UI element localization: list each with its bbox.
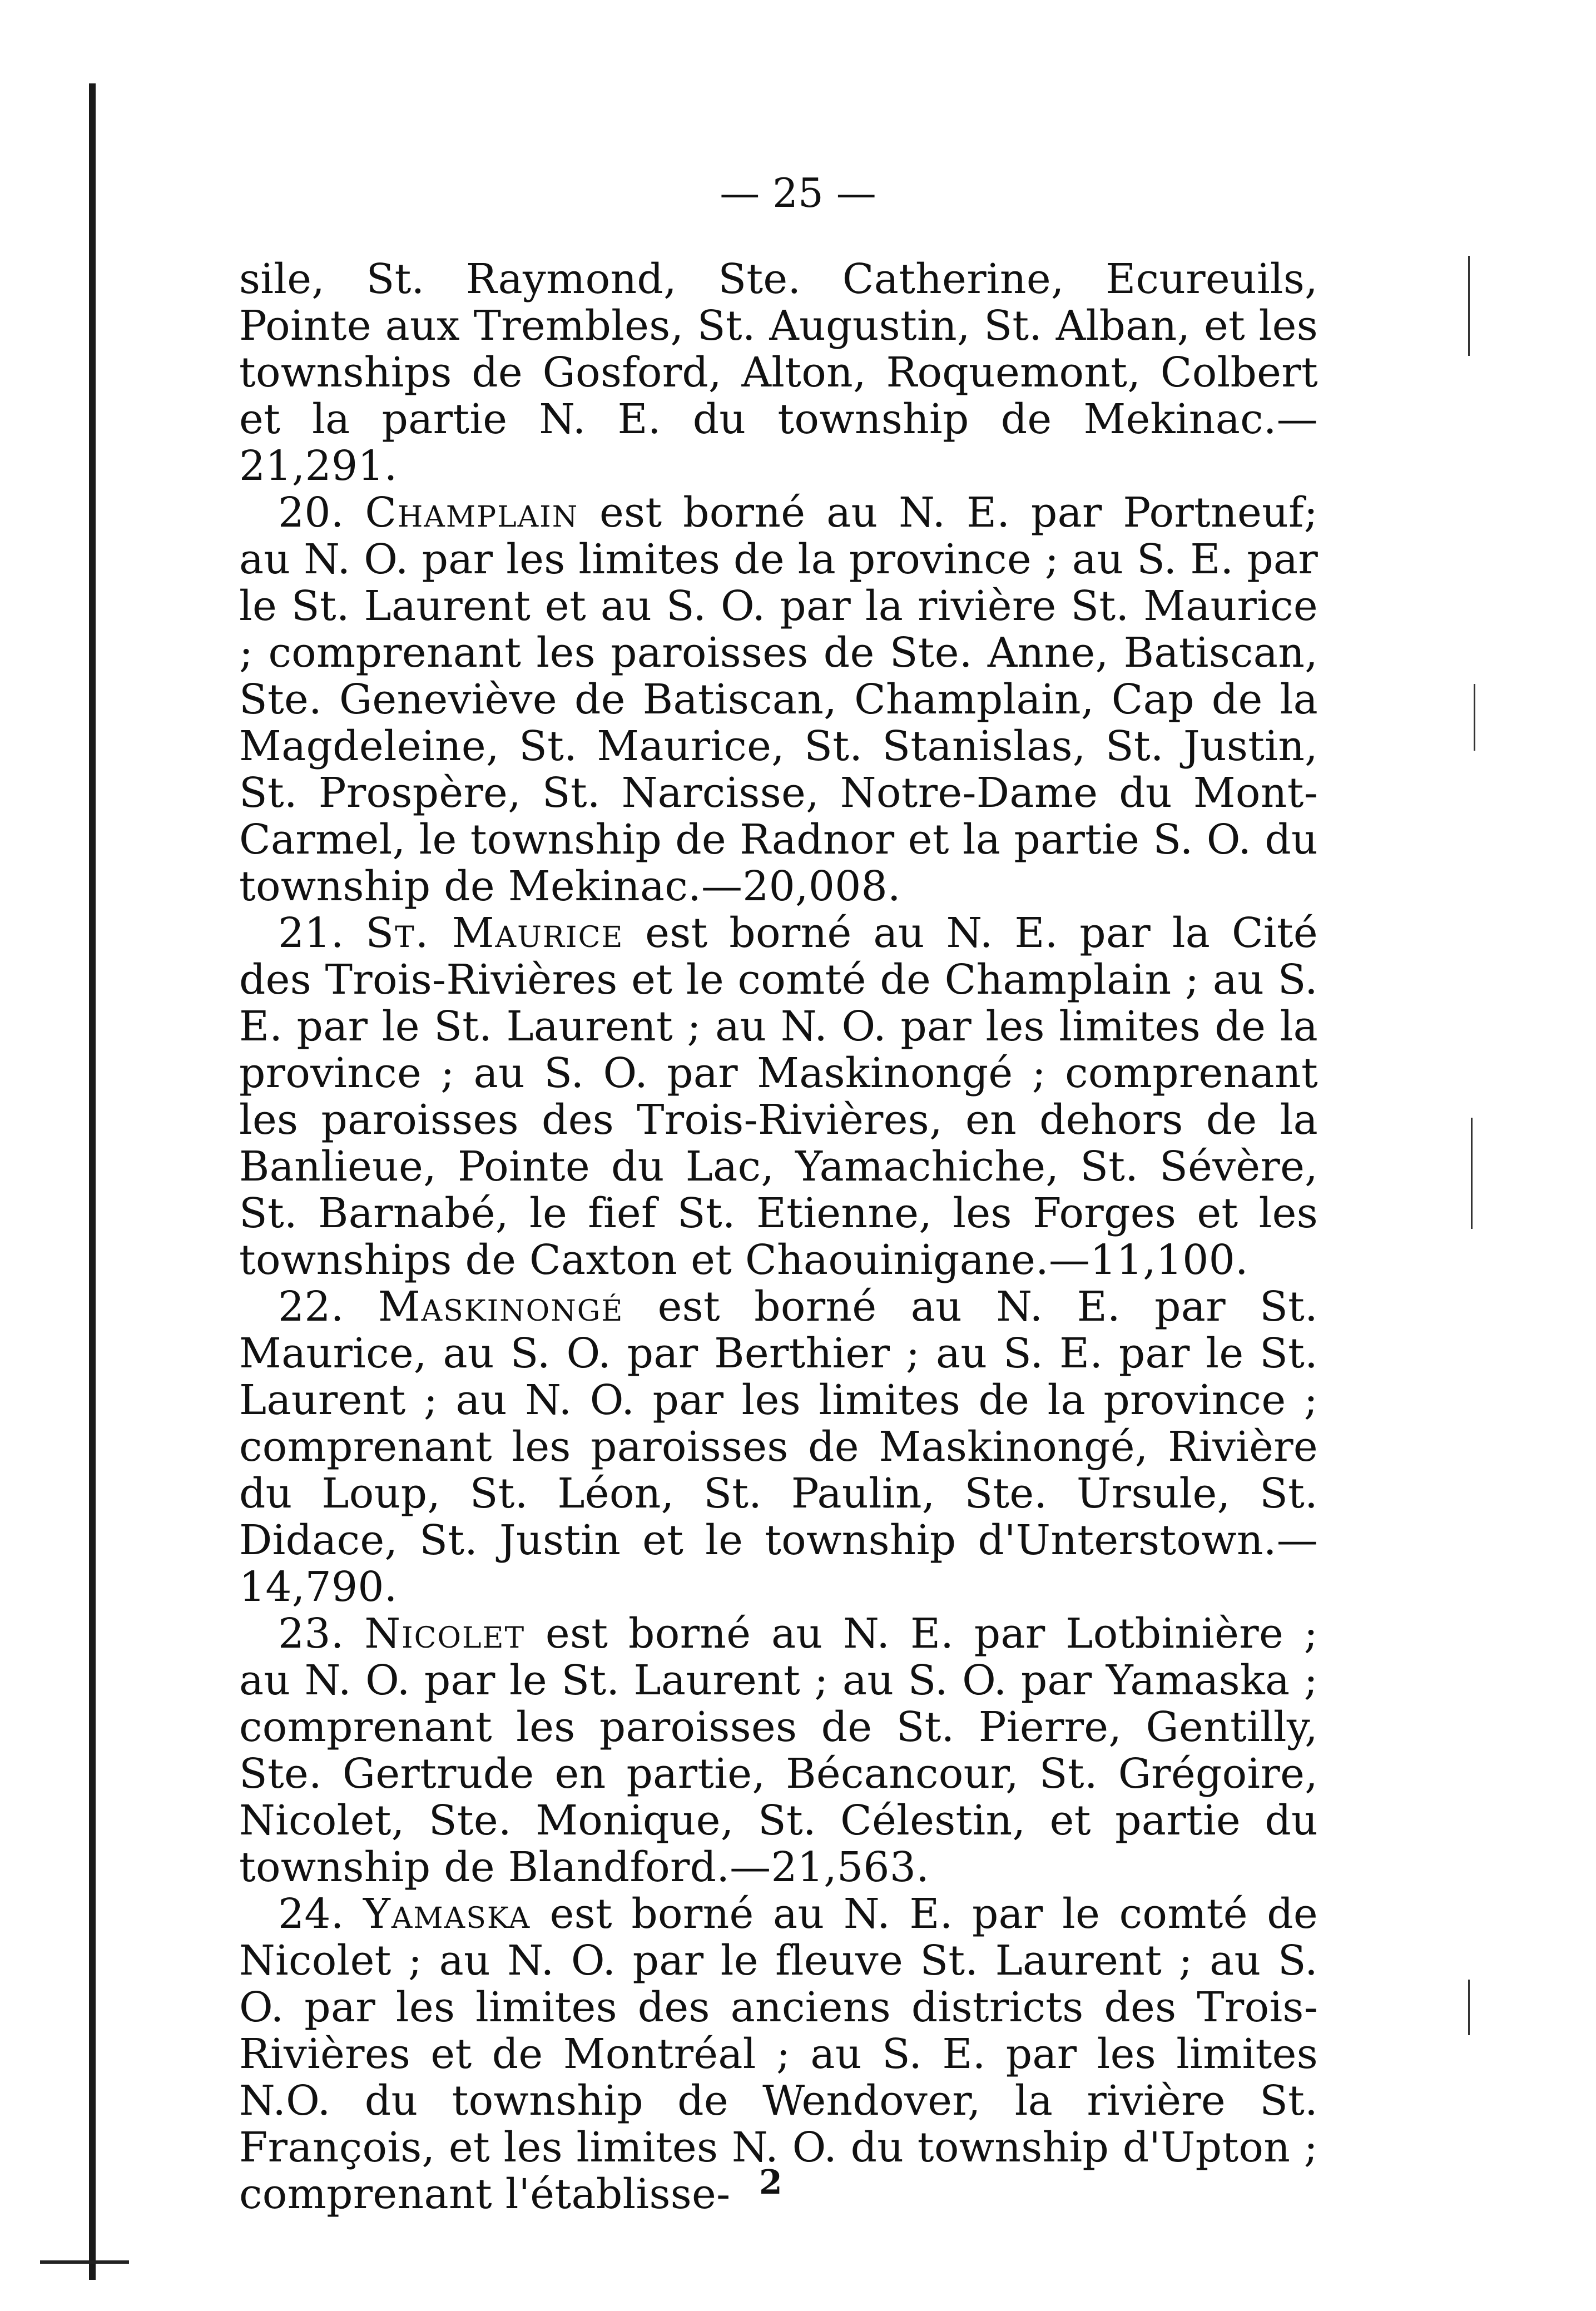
entry-text: est borné au N. E. par la Cité des Trois-Rivières et le comté de Champlain ; au S. E. par le St. Laurent ; au N. O. par les limites de la province ; au S. O. par Maskinongé ; comprenant les paroisses des Trois-Rivières, en dehors de la Banlieue, Pointe du Lac, Yamachiche, St. Sévère, St. Barnabé, le fief St. Etienne, les Forges et les townships de Caxton et Chaouinigane.—11,100. — [239, 909, 1319, 1284]
entry-text: sile, St. Raymond, Ste. Catherine, Ecureuils, Pointe aux Trembles, St. Augustin, St. Alban, et les townships de Gosford, Alton, Roquemont, Colbert et la partie N. E. du township de Mekinac.—21,291. — [239, 255, 1318, 490]
entry-number: 23. — [278, 1610, 344, 1658]
entry-text: est borné au N. E. par Lotbinière ; au N. O. par le St. Laurent ; au S. O. par Yamaska ; comprenant les paroisses de St. Pierre, Gentilly, Ste. Gertrude en partie, Bécancour, St. Grégoire, Nicolet, Ste. Monique, St. Célestin, et partie du township de Blandford.—21,563. — [239, 1610, 1318, 1891]
entry-text: est borné au N. E. par St. Maurice, au S. O. par Berthier ; au S. E. par le St. Laurent ; au N. O. par les limites de la province ; comprenant les paroisses de Maskinongé, Rivière du Loup, St. Léon, St. Paulin, Ste. Ursule, St. Didace, St. Justin et le township d'Unterstown.—14,790. — [239, 1283, 1318, 1611]
entry-text: est borné au N. E. par Portneuf; au N. O. par les limites de la province ; au S. E. par le St. Laurent et au S. O. par la rivière St. Maurice ; comprenant les paroisses de Ste. Anne, Batiscan, Ste. Geneviève de Batiscan, Champlain, Cap de la Magdeleine, St. Maurice, St. Stanislas, St. Justin, St. Prospère, St. Narcisse, Notre-Dame du Mont-Carmel, le township de Radnor et la partie S. O. du township de Mekinac.—20,008. — [239, 489, 1318, 910]
entry-number: 22. — [278, 1283, 344, 1331]
county-name: Maskinongé — [378, 1283, 624, 1331]
county-name: Yamaska — [363, 1890, 531, 1938]
document-body — [239, 255, 1319, 2218]
binding-mark — [40, 2260, 129, 2264]
right-edge-mark — [1471, 1118, 1473, 1229]
entry-number: 21. — [278, 909, 344, 957]
right-edge-mark — [1468, 1980, 1470, 2035]
right-edge-mark — [1474, 684, 1475, 751]
page-number: — 25 — — [720, 170, 876, 216]
entry-text: est borné au N. E. par le comté de Nicolet ; au N. O. par le fleuve St. Laurent ; au S. O. par les limites des anciens districts des Trois-Rivières et de Montréal ; au S. E. par les limites N.O. du township de Wendover, la rivière St. François, et les limites N. O. du township d'Upton ; comprenant l'établisse- — [239, 1890, 1318, 2218]
entry-number: 20. — [278, 489, 344, 537]
county-name: Champlain — [365, 489, 579, 537]
county-entry-maskinonge — [239, 1283, 1318, 1610]
county-entry-champlain — [239, 489, 1318, 910]
page-binding-edge — [89, 83, 96, 2280]
entry-continuation — [239, 256, 1318, 489]
county-name: Nicolet — [364, 1610, 526, 1658]
signature-mark: 2 — [759, 2163, 782, 2202]
right-edge-mark — [1468, 256, 1470, 356]
county-entry-st-maurice — [239, 910, 1318, 1283]
county-name: St. Maurice — [365, 909, 624, 957]
entry-number: 24. — [278, 1890, 344, 1938]
county-entry-nicolet — [239, 1610, 1318, 1891]
